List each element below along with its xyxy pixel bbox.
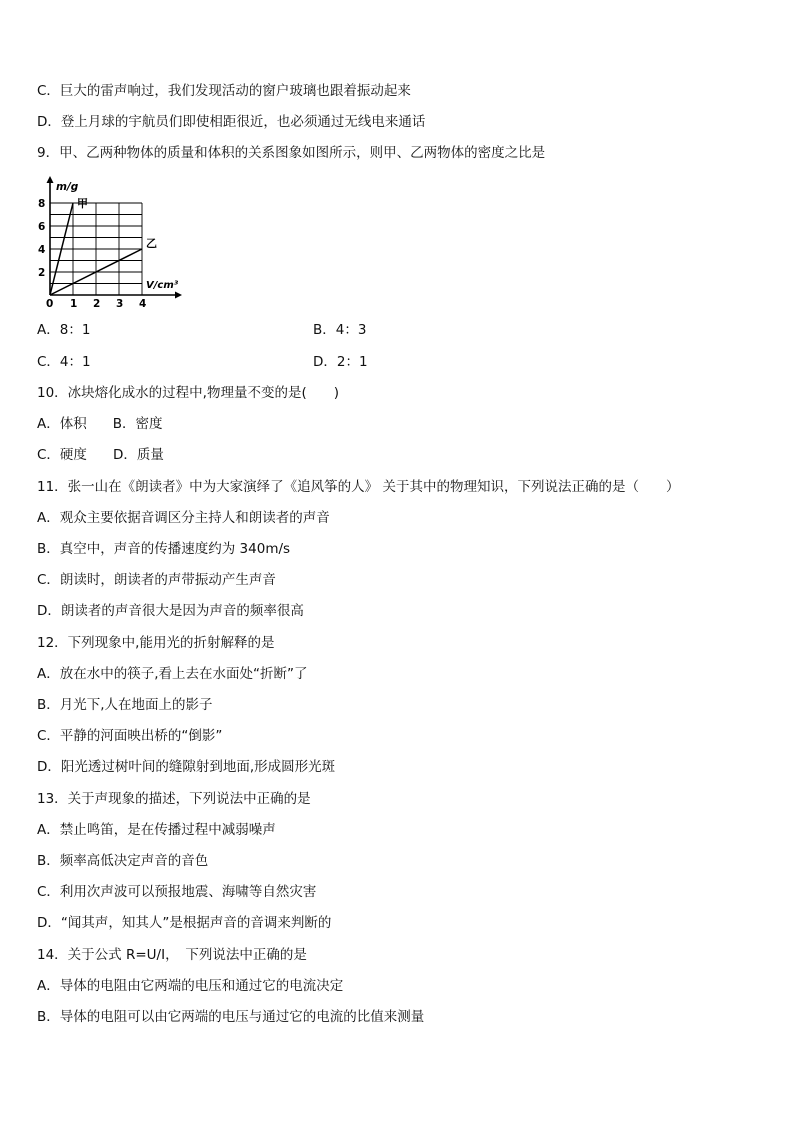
question-13-stem: 13．关于声现象的描述，下列说法中正确的是 xyxy=(37,791,311,807)
y-axis-label: m/g xyxy=(56,181,79,193)
question-10-stem: 10．冰块熔化成水的过程中,物理量不变的是( ) xyxy=(37,385,340,401)
question-12-option-a: A．放在水中的筷子,看上去在水面处“折断”了 xyxy=(37,666,308,682)
origin-label: 0 xyxy=(46,298,54,308)
graph-series xyxy=(50,197,157,295)
question-9-option-b: B．4：3 xyxy=(313,322,367,338)
question-14-option-a: A．导体的电阻由它两端的电压和通过它的电流决定 xyxy=(37,978,344,994)
question-11-option-b: B．真空中，声音的传播速度约为 340m/s xyxy=(37,541,291,557)
mass-volume-graph xyxy=(36,174,186,308)
series-label-0: 甲 xyxy=(77,197,88,210)
question-10-option-d: D．质量 xyxy=(112,447,164,463)
graph-labels xyxy=(38,181,179,308)
y-axis-arrow xyxy=(47,176,54,183)
x-axis-arrow xyxy=(175,292,182,299)
series-label-1: 乙 xyxy=(146,237,157,250)
question-12-option-b: B．月光下,人在地面上的影子 xyxy=(37,697,213,713)
x-tick-label: 1 xyxy=(70,298,78,308)
question-11-stem: 11．张一山在《朗读者》中为大家演绎了《追风筝的人》 关于其中的物理知识，下列说法正确的是（ ） xyxy=(37,479,680,495)
question-13-option-a: A．禁止鸣笛，是在传播过程中减弱噪声 xyxy=(37,822,276,838)
question-11-option-d: D．朗读者的声音很大是因为声音的频率很高 xyxy=(37,603,304,619)
question-8-option-c: C．巨大的雷声响过，我们发现活动的窗户玻璃也跟着振动起来 xyxy=(37,83,411,99)
question-12-option-c: C．平静的河面映出桥的“倒影” xyxy=(37,728,223,744)
question-14-option-b: B．导体的电阻可以由它两端的电压与通过它的电流的比值来测量 xyxy=(37,1009,425,1025)
graph-grid xyxy=(50,203,142,295)
question-11-option-a: A．观众主要依据音调区分主持人和朗读者的声音 xyxy=(37,510,330,526)
x-axis-label: V/cm³ xyxy=(146,280,179,291)
x-tick-label: 3 xyxy=(116,298,124,308)
question-9-option-a: A．8：1 xyxy=(37,322,91,338)
question-9-option-c: C．4：1 xyxy=(37,354,91,370)
question-12-option-d: D．阳光透过树叶间的缝隙射到地面,形成圆形光斑 xyxy=(37,759,336,775)
question-11-option-c: C．朗读时，朗读者的声带振动产生声音 xyxy=(37,572,276,588)
question-14-stem: 14．关于公式 R=U/I， 下列说法中正确的是 xyxy=(37,947,307,963)
question-8-option-d: D．登上月球的宇航员们即使相距很近，也必须通过无线电来通话 xyxy=(37,114,426,130)
y-tick-label: 8 xyxy=(38,198,46,210)
question-9-option-d: D．2：1 xyxy=(313,354,368,370)
question-13-option-c: C．利用次声波可以预报地震、海啸等自然灾害 xyxy=(37,884,317,900)
question-10-options-row-2 xyxy=(37,446,164,464)
y-tick-label: 2 xyxy=(38,267,46,279)
y-tick-label: 4 xyxy=(38,244,46,256)
x-tick-label: 2 xyxy=(93,298,101,308)
question-10-option-c: C．硬度 xyxy=(37,447,87,463)
question-10-option-a: A．体积 xyxy=(37,416,87,432)
x-tick-label: 4 xyxy=(139,298,147,308)
question-10-option-b: B．密度 xyxy=(112,416,163,432)
question-9-stem: 9．甲、乙两种物体的质量和体积的关系图象如图所示，则甲、乙两物体的密度之比是 xyxy=(37,145,546,161)
y-tick-label: 6 xyxy=(38,221,46,233)
question-12-stem: 12．下列现象中,能用光的折射解释的是 xyxy=(37,635,275,651)
question-10-options-row-1 xyxy=(37,415,163,433)
question-13-option-b: B．频率高低决定声音的音色 xyxy=(37,853,209,869)
question-13-option-d: D．“闻其声，知其人”是根据声音的音调来判断的 xyxy=(37,915,332,931)
